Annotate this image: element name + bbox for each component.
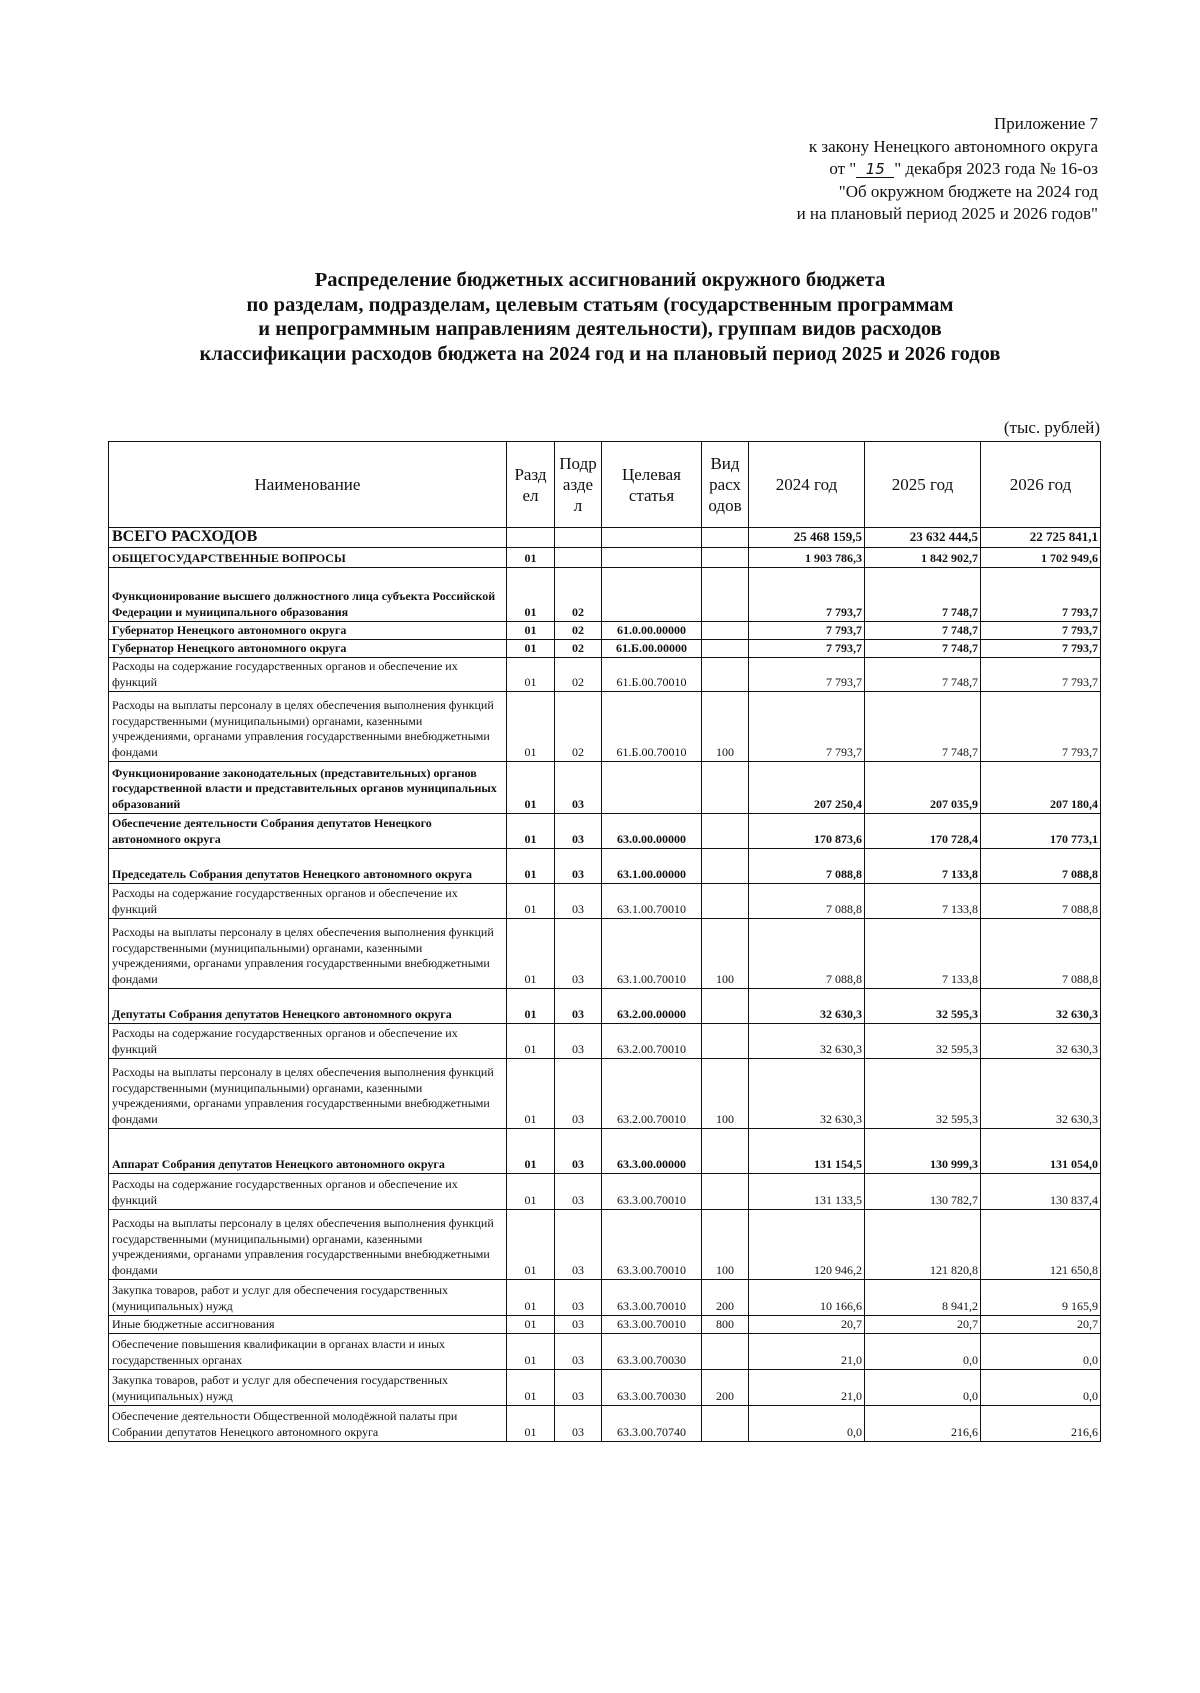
table-row bbox=[109, 1210, 1101, 1280]
table-row bbox=[109, 528, 1101, 548]
cell-y2025: 8 941,2 bbox=[865, 1280, 981, 1316]
cell-vr bbox=[702, 762, 749, 814]
appendix-header bbox=[797, 113, 1098, 226]
cell-y2025: 1 842 902,7 bbox=[865, 548, 981, 568]
cell-y2025: 7 748,7 bbox=[865, 640, 981, 658]
cell-vr bbox=[702, 640, 749, 658]
cell-vr bbox=[702, 622, 749, 640]
cell-y2026: 7 088,8 bbox=[981, 849, 1101, 884]
table-row bbox=[109, 548, 1101, 568]
cell-name: Обеспечение деятельности Собрания депутатов Ненецкого автономного округа bbox=[109, 814, 507, 849]
cell-razd bbox=[507, 528, 555, 548]
cell-razd: 01 bbox=[507, 658, 555, 692]
cell-y2024: 7 088,8 bbox=[749, 849, 865, 884]
cell-y2025: 23 632 444,5 bbox=[865, 528, 981, 548]
cell-y2026: 7 088,8 bbox=[981, 919, 1101, 989]
cell-podr bbox=[555, 548, 602, 568]
cell-y2025: 7 133,8 bbox=[865, 884, 981, 919]
title-line: и непрограммным направлениям деятельности), группам видов расходов bbox=[258, 318, 942, 340]
cell-cs: 61.Б.00.70010 bbox=[602, 658, 702, 692]
cell-y2025: 0,0 bbox=[865, 1334, 981, 1370]
cell-podr bbox=[555, 528, 602, 548]
cell-y2026: 20,7 bbox=[981, 1316, 1101, 1334]
date-suffix: " декабря 2023 года № 16-оз bbox=[894, 159, 1098, 178]
cell-podr: 03 bbox=[555, 919, 602, 989]
cell-name: Расходы на выплаты персоналу в целях обеспечения выполнения функций государственными (муниципальными) органами, казенными учреждениями, органами управления государственными внебюджетными фондами bbox=[109, 919, 507, 989]
cell-y2025: 130 782,7 bbox=[865, 1174, 981, 1210]
cell-y2024: 32 630,3 bbox=[749, 1059, 865, 1129]
cell-cs: 63.3.00.70030 bbox=[602, 1370, 702, 1406]
cell-vr: 100 bbox=[702, 1210, 749, 1280]
cell-razd: 01 bbox=[507, 884, 555, 919]
document-title bbox=[0, 268, 1200, 366]
cell-podr: 02 bbox=[555, 658, 602, 692]
cell-y2026: 32 630,3 bbox=[981, 1024, 1101, 1059]
cell-name: Губернатор Ненецкого автономного округа bbox=[109, 640, 507, 658]
cell-razd: 01 bbox=[507, 1024, 555, 1059]
cell-y2024: 7 793,7 bbox=[749, 568, 865, 622]
cell-podr: 03 bbox=[555, 1334, 602, 1370]
cell-y2025: 7 748,7 bbox=[865, 658, 981, 692]
cell-y2026: 9 165,9 bbox=[981, 1280, 1101, 1316]
cell-name: Закупка товаров, работ и услуг для обеспечения государственных (муниципальных) нужд bbox=[109, 1370, 507, 1406]
cell-name: Аппарат Собрания депутатов Ненецкого автономного округа bbox=[109, 1129, 507, 1174]
cell-vr: 100 bbox=[702, 1059, 749, 1129]
cell-razd: 01 bbox=[507, 919, 555, 989]
table-row bbox=[109, 1280, 1101, 1316]
cell-podr: 03 bbox=[555, 1059, 602, 1129]
cell-cs: 63.3.00.70010 bbox=[602, 1316, 702, 1334]
cell-y2024: 170 873,6 bbox=[749, 814, 865, 849]
cell-y2026: 32 630,3 bbox=[981, 989, 1101, 1024]
table-row bbox=[109, 1334, 1101, 1370]
cell-vr bbox=[702, 1024, 749, 1059]
cell-y2026: 7 793,7 bbox=[981, 640, 1101, 658]
cell-y2026: 0,0 bbox=[981, 1370, 1101, 1406]
cell-podr: 03 bbox=[555, 1174, 602, 1210]
cell-name: Закупка товаров, работ и услуг для обеспечения государственных (муниципальных) нужд bbox=[109, 1280, 507, 1316]
appendix-line: и на плановый период 2025 и 2026 годов" bbox=[796, 204, 1098, 223]
cell-cs: 63.3.00.70010 bbox=[602, 1174, 702, 1210]
cell-cs: 63.2.00.70010 bbox=[602, 1024, 702, 1059]
cell-name: Расходы на содержание государственных органов и обеспечение их функций bbox=[109, 1174, 507, 1210]
cell-cs bbox=[602, 568, 702, 622]
table-row bbox=[109, 919, 1101, 989]
cell-y2024: 32 630,3 bbox=[749, 989, 865, 1024]
cell-cs bbox=[602, 548, 702, 568]
table-row bbox=[109, 1024, 1101, 1059]
cell-y2026: 1 702 949,6 bbox=[981, 548, 1101, 568]
cell-y2024: 7 793,7 bbox=[749, 640, 865, 658]
cell-y2026: 7 793,7 bbox=[981, 568, 1101, 622]
cell-y2026: 0,0 bbox=[981, 1334, 1101, 1370]
table-row bbox=[109, 640, 1101, 658]
cell-y2024: 131 154,5 bbox=[749, 1129, 865, 1174]
cell-y2025: 32 595,3 bbox=[865, 1024, 981, 1059]
cell-podr: 03 bbox=[555, 1316, 602, 1334]
cell-vr bbox=[702, 884, 749, 919]
cell-cs: 61.0.00.00000 bbox=[602, 622, 702, 640]
cell-razd: 01 bbox=[507, 692, 555, 762]
col-header-2026: 2026 год bbox=[981, 442, 1101, 528]
cell-y2024: 7 088,8 bbox=[749, 884, 865, 919]
cell-y2026: 131 054,0 bbox=[981, 1129, 1101, 1174]
cell-name: Депутаты Собрания депутатов Ненецкого автономного округа bbox=[109, 989, 507, 1024]
cell-y2026: 7 793,7 bbox=[981, 658, 1101, 692]
cell-cs: 63.3.00.70010 bbox=[602, 1210, 702, 1280]
cell-y2025: 0,0 bbox=[865, 1370, 981, 1406]
cell-name: Обеспечение повышения квалификации в органах власти и иных государственных органах bbox=[109, 1334, 507, 1370]
cell-razd: 01 bbox=[507, 762, 555, 814]
col-header-name: Наименование bbox=[109, 442, 507, 528]
table-row bbox=[109, 849, 1101, 884]
cell-y2025: 7 133,8 bbox=[865, 919, 981, 989]
col-header-cs: Целевая статья bbox=[602, 442, 702, 528]
cell-razd: 01 bbox=[507, 814, 555, 849]
table-row bbox=[109, 1406, 1101, 1442]
cell-name: Функционирование высшего должностного лица субъекта Российской Федерации и муниципального образования bbox=[109, 568, 507, 622]
title-line: по разделам, подразделам, целевым статьям (государственным программам bbox=[246, 293, 954, 316]
cell-razd: 01 bbox=[507, 1210, 555, 1280]
cell-name: Иные бюджетные ассигнования bbox=[109, 1316, 507, 1334]
cell-name: Расходы на выплаты персоналу в целях обеспечения выполнения функций государственными (муниципальными) органами, казенными учреждениями, органами управления государственными внебюджетными фондами bbox=[109, 1059, 507, 1129]
cell-razd: 01 bbox=[507, 640, 555, 658]
cell-name: Расходы на содержание государственных органов и обеспечение их функций bbox=[109, 884, 507, 919]
cell-y2024: 25 468 159,5 bbox=[749, 528, 865, 548]
cell-y2024: 7 793,7 bbox=[749, 622, 865, 640]
budget-table bbox=[108, 441, 1101, 1442]
cell-podr: 03 bbox=[555, 849, 602, 884]
cell-vr bbox=[702, 548, 749, 568]
cell-cs: 63.3.00.70010 bbox=[602, 1280, 702, 1316]
cell-name: Губернатор Ненецкого автономного округа bbox=[109, 622, 507, 640]
cell-y2024: 207 250,4 bbox=[749, 762, 865, 814]
cell-name: ВСЕГО РАСХОДОВ bbox=[109, 528, 507, 548]
cell-y2024: 21,0 bbox=[749, 1370, 865, 1406]
cell-y2025: 32 595,3 bbox=[865, 989, 981, 1024]
cell-razd: 01 bbox=[507, 1406, 555, 1442]
cell-razd: 01 bbox=[507, 1334, 555, 1370]
cell-razd: 01 bbox=[507, 1370, 555, 1406]
table-row bbox=[109, 568, 1101, 622]
cell-y2026: 170 773,1 bbox=[981, 814, 1101, 849]
cell-name: Председатель Собрания депутатов Ненецкого автономного округа bbox=[109, 849, 507, 884]
cell-cs: 63.3.00.70030 bbox=[602, 1334, 702, 1370]
cell-vr bbox=[702, 1174, 749, 1210]
cell-name: ОБЩЕГОСУДАРСТВЕННЫЕ ВОПРОСЫ bbox=[109, 548, 507, 568]
cell-razd: 01 bbox=[507, 989, 555, 1024]
cell-vr bbox=[702, 1334, 749, 1370]
cell-vr bbox=[702, 528, 749, 548]
cell-cs: 61.Б.00.00000 bbox=[602, 640, 702, 658]
cell-name: Обеспечение деятельности Общественной молодёжной палаты при Собрании депутатов Ненецкого автономного округа bbox=[109, 1406, 507, 1442]
cell-y2026: 130 837,4 bbox=[981, 1174, 1101, 1210]
cell-vr bbox=[702, 658, 749, 692]
cell-cs: 63.1.00.00000 bbox=[602, 849, 702, 884]
cell-vr bbox=[702, 1129, 749, 1174]
cell-y2026: 216,6 bbox=[981, 1406, 1101, 1442]
cell-y2026: 7 793,7 bbox=[981, 692, 1101, 762]
cell-podr: 03 bbox=[555, 1210, 602, 1280]
cell-vr: 800 bbox=[702, 1316, 749, 1334]
col-header-vr: Вид расх одов bbox=[702, 442, 749, 528]
cell-y2024: 20,7 bbox=[749, 1316, 865, 1334]
cell-podr: 03 bbox=[555, 1129, 602, 1174]
cell-y2025: 32 595,3 bbox=[865, 1059, 981, 1129]
cell-y2025: 130 999,3 bbox=[865, 1129, 981, 1174]
cell-cs: 63.2.00.00000 bbox=[602, 989, 702, 1024]
cell-name: Расходы на выплаты персоналу в целях обеспечения выполнения функций государственными (муниципальными) органами, казенными учреждениями, органами управления государственными внебюджетными фондами bbox=[109, 1210, 507, 1280]
appendix-date-line bbox=[797, 158, 1098, 181]
cell-y2024: 32 630,3 bbox=[749, 1024, 865, 1059]
date-prefix: от " bbox=[829, 159, 857, 178]
cell-podr: 02 bbox=[555, 568, 602, 622]
cell-razd: 01 bbox=[507, 1129, 555, 1174]
appendix-line: Приложение 7 bbox=[994, 114, 1098, 133]
appendix-line: "Об окружном бюджете на 2024 год bbox=[838, 181, 1098, 201]
cell-y2026: 207 180,4 bbox=[981, 762, 1101, 814]
cell-y2024: 7 793,7 bbox=[749, 692, 865, 762]
cell-podr: 02 bbox=[555, 622, 602, 640]
units-label: (тыс. рублей) bbox=[1003, 418, 1100, 437]
cell-podr: 03 bbox=[555, 1280, 602, 1316]
cell-y2026: 32 630,3 bbox=[981, 1059, 1101, 1129]
cell-vr: 200 bbox=[702, 1280, 749, 1316]
table-row bbox=[109, 814, 1101, 849]
cell-y2024: 7 793,7 bbox=[749, 658, 865, 692]
cell-razd: 01 bbox=[507, 1280, 555, 1316]
cell-cs bbox=[602, 762, 702, 814]
cell-y2025: 7 748,7 bbox=[865, 568, 981, 622]
cell-vr bbox=[702, 568, 749, 622]
cell-y2025: 121 820,8 bbox=[865, 1210, 981, 1280]
cell-vr: 200 bbox=[702, 1370, 749, 1406]
table-row bbox=[109, 1059, 1101, 1129]
cell-podr: 03 bbox=[555, 1024, 602, 1059]
cell-vr bbox=[702, 1406, 749, 1442]
cell-razd: 01 bbox=[507, 568, 555, 622]
col-header-2025: 2025 год bbox=[865, 442, 981, 528]
cell-y2025: 216,6 bbox=[865, 1406, 981, 1442]
table-row bbox=[109, 1129, 1101, 1174]
cell-name: Расходы на содержание государственных органов и обеспечение их функций bbox=[109, 1024, 507, 1059]
cell-name: Расходы на содержание государственных органов и обеспечение их функций bbox=[109, 658, 507, 692]
cell-y2024: 1 903 786,3 bbox=[749, 548, 865, 568]
table-row bbox=[109, 762, 1101, 814]
cell-razd: 01 bbox=[507, 548, 555, 568]
cell-razd: 01 bbox=[507, 1174, 555, 1210]
cell-podr: 03 bbox=[555, 1406, 602, 1442]
cell-cs: 61.Б.00.70010 bbox=[602, 692, 702, 762]
cell-podr: 02 bbox=[555, 692, 602, 762]
cell-y2024: 0,0 bbox=[749, 1406, 865, 1442]
table-row bbox=[109, 692, 1101, 762]
cell-vr bbox=[702, 989, 749, 1024]
cell-cs: 63.1.00.70010 bbox=[602, 884, 702, 919]
appendix-line: к закону Ненецкого автономного округа bbox=[808, 136, 1098, 156]
handwritten-day: 15 bbox=[856, 161, 894, 178]
cell-cs: 63.3.00.00000 bbox=[602, 1129, 702, 1174]
cell-vr: 100 bbox=[702, 692, 749, 762]
cell-razd: 01 bbox=[507, 622, 555, 640]
cell-cs: 63.3.00.70740 bbox=[602, 1406, 702, 1442]
cell-vr bbox=[702, 814, 749, 849]
cell-cs: 63.1.00.70010 bbox=[602, 919, 702, 989]
table-row bbox=[109, 989, 1101, 1024]
cell-podr: 03 bbox=[555, 1370, 602, 1406]
cell-razd: 01 bbox=[507, 1059, 555, 1129]
cell-y2024: 120 946,2 bbox=[749, 1210, 865, 1280]
cell-razd: 01 bbox=[507, 1316, 555, 1334]
cell-podr: 02 bbox=[555, 640, 602, 658]
cell-razd: 01 bbox=[507, 849, 555, 884]
cell-vr bbox=[702, 849, 749, 884]
table-row bbox=[109, 622, 1101, 640]
cell-name: Функционирование законодательных (представительных) органов государственной власти и представительных органов муниципальных образований bbox=[109, 762, 507, 814]
cell-y2026: 22 725 841,1 bbox=[981, 528, 1101, 548]
cell-name: Расходы на выплаты персоналу в целях обеспечения выполнения функций государственными (муниципальными) органами, казенными учреждениями, органами управления государственными внебюджетными фондами bbox=[109, 692, 507, 762]
cell-vr: 100 bbox=[702, 919, 749, 989]
cell-y2024: 131 133,5 bbox=[749, 1174, 865, 1210]
cell-podr: 03 bbox=[555, 762, 602, 814]
cell-y2026: 121 650,8 bbox=[981, 1210, 1101, 1280]
title-line: классификации расходов бюджета на 2024 год и на плановый период 2025 и 2026 годов bbox=[199, 342, 1001, 365]
table-row bbox=[109, 884, 1101, 919]
table-row bbox=[109, 1316, 1101, 1334]
cell-y2024: 7 088,8 bbox=[749, 919, 865, 989]
cell-y2025: 7 133,8 bbox=[865, 849, 981, 884]
cell-podr: 03 bbox=[555, 884, 602, 919]
cell-y2026: 7 793,7 bbox=[981, 622, 1101, 640]
cell-podr: 03 bbox=[555, 814, 602, 849]
cell-cs bbox=[602, 528, 702, 548]
cell-y2025: 207 035,9 bbox=[865, 762, 981, 814]
table-header-row bbox=[109, 442, 1101, 528]
cell-y2025: 7 748,7 bbox=[865, 692, 981, 762]
table-row bbox=[109, 1370, 1101, 1406]
cell-y2025: 7 748,7 bbox=[865, 622, 981, 640]
cell-y2026: 7 088,8 bbox=[981, 884, 1101, 919]
col-header-podr: Подр азде л bbox=[555, 442, 602, 528]
table-row bbox=[109, 1174, 1101, 1210]
cell-y2025: 170 728,4 bbox=[865, 814, 981, 849]
cell-y2024: 21,0 bbox=[749, 1334, 865, 1370]
cell-y2025: 20,7 bbox=[865, 1316, 981, 1334]
cell-podr: 03 bbox=[555, 989, 602, 1024]
cell-cs: 63.0.00.00000 bbox=[602, 814, 702, 849]
cell-y2024: 10 166,6 bbox=[749, 1280, 865, 1316]
table-row bbox=[109, 658, 1101, 692]
cell-cs: 63.2.00.70010 bbox=[602, 1059, 702, 1129]
title-line: Распределение бюджетных ассигнований окружного бюджета bbox=[314, 269, 886, 291]
col-header-2024: 2024 год bbox=[749, 442, 865, 528]
col-header-razd: Разд ел bbox=[507, 442, 555, 528]
